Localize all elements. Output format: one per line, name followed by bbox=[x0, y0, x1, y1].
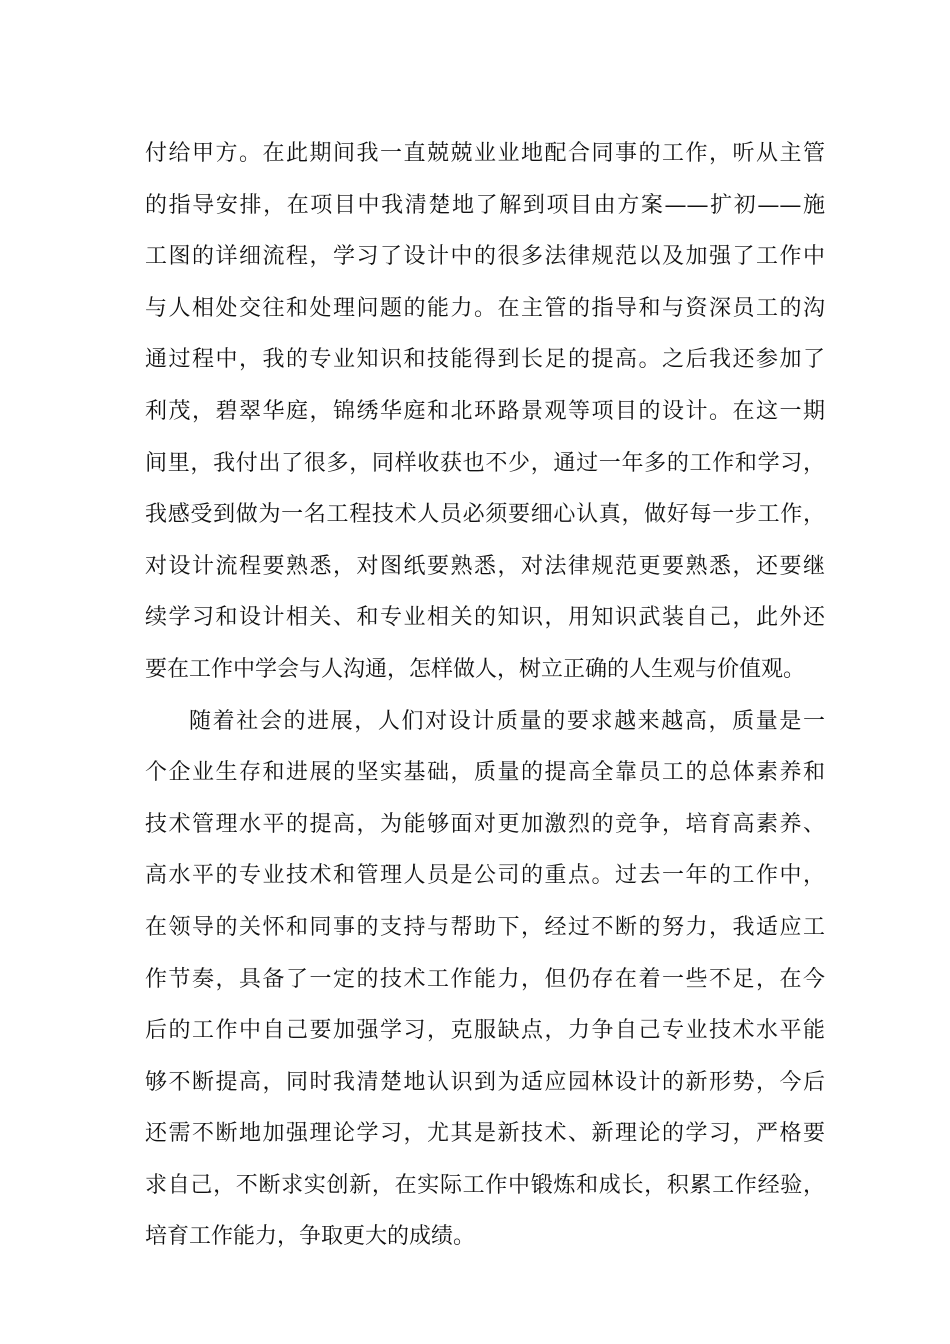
text-line: 与人相处交往和处理问题的能力。在主管的指导和与资深员工的沟 bbox=[145, 295, 825, 321]
text-line: 的指导安排，在项目中我清楚地了解到项目由方案——扩初——施 bbox=[145, 192, 825, 218]
text-line: 作节奏，具备了一定的技术工作能力，但仍存在着一些不足，在今 bbox=[145, 966, 825, 992]
text-line: 在领导的关怀和同事的支持与帮助下，经过不断的努力，我适应工 bbox=[145, 914, 825, 940]
text-line: 付给甲方。在此期间我一直兢兢业业地配合同事的工作，听从主管 bbox=[145, 141, 825, 166]
text-line: 对设计流程要熟悉，对图纸要熟悉，对法律规范更要熟悉，还要继 bbox=[145, 553, 825, 579]
text-line: 高水平的专业技术和管理人员是公司的重点。过去一年的工作中， bbox=[145, 863, 825, 889]
text-line: 个企业生存和进展的坚实基础，质量的提高全靠员工的总体素养和 bbox=[145, 760, 825, 786]
text-line: 还需不断地加强理论学习，尤其是新技术、新理论的学习，严格要 bbox=[145, 1121, 825, 1147]
text-line: 我感受到做为一名工程技术人员必须要细心认真，做好每一步工作， bbox=[145, 502, 825, 528]
text-line: 随着社会的进展，人们对设计质量的要求越来越高，质量是一 bbox=[189, 708, 825, 734]
text-line: 间里，我付出了很多，同样收获也不少，通过一年多的工作和学习， bbox=[145, 450, 825, 476]
paragraph-2 bbox=[145, 696, 825, 1264]
text-line: 培育工作能力，争取更大的成绩。 bbox=[145, 1224, 476, 1250]
text-line: 后的工作中自己要加强学习，克服缺点，力争自己专业技术水平能 bbox=[145, 1018, 825, 1044]
body-text bbox=[145, 128, 825, 1263]
text-line: 够不断提高，同时我清楚地认识到为适应园林设计的新形势，今后 bbox=[145, 1069, 825, 1095]
text-line: 技术管理水平的提高，为能够面对更加激烈的竞争，培育高素养、 bbox=[145, 811, 825, 837]
text-line: 要在工作中学会与人沟通，怎样做人，树立正确的人生观与价值观。 bbox=[145, 656, 806, 682]
paragraph-1 bbox=[145, 128, 825, 696]
text-line: 续学习和设计相关、和专业相关的知识，用知识武装自己，此外还 bbox=[145, 605, 825, 631]
text-line: 工图的详细流程，学习了设计中的很多法律规范以及加强了工作中 bbox=[145, 244, 825, 270]
text-line: 利茂，碧翠华庭，锦绣华庭和北环路景观等项目的设计。在这一期 bbox=[145, 398, 825, 424]
text-line: 求自己，不断求实创新，在实际工作中锻炼和成长，积累工作经验， bbox=[145, 1172, 825, 1198]
text-line: 通过程中，我的专业知识和技能得到长足的提高。之后我还参加了 bbox=[145, 347, 825, 373]
